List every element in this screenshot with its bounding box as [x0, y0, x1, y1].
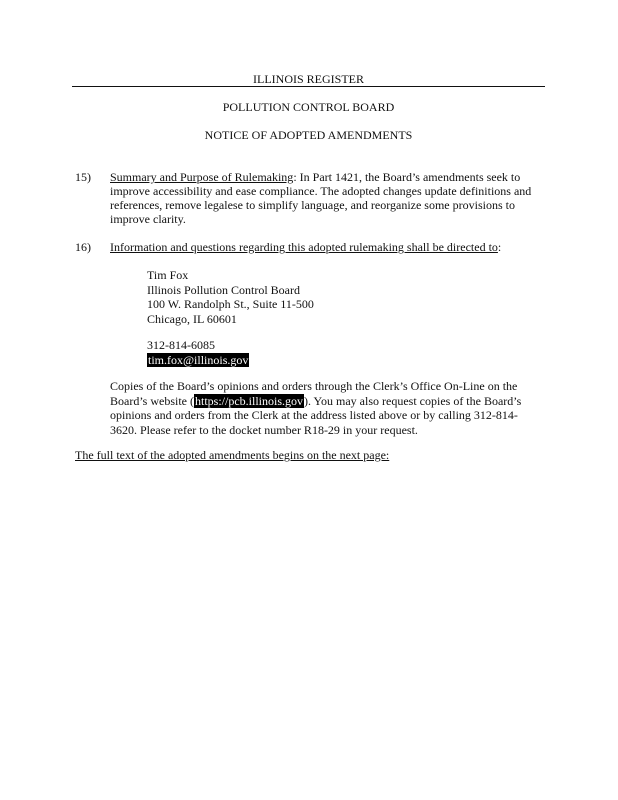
full-text-note: The full text of the adopted amendments begins on the next page: — [75, 448, 390, 462]
contact-city: Chicago, IL 60601 — [147, 311, 237, 326]
contact-name: Tim Fox — [147, 268, 189, 282]
contact-phone: 312-814-6085 — [147, 338, 215, 352]
contact-street: 100 W. Randolph St., Suite 11-500 — [147, 297, 314, 311]
item-16-number: 16) — [75, 240, 91, 254]
contact-details — [147, 338, 527, 367]
contact-org: Illinois Pollution Control Board — [147, 282, 301, 297]
contact-email-link[interactable]: tim.fox@illinois.gov — [148, 352, 249, 367]
header-rule — [72, 86, 545, 87]
website-link[interactable]: https://pcb.illinois.gov — [194, 393, 303, 408]
notice-title: NOTICE OF ADOPTED AMENDMENTS — [204, 128, 413, 142]
item-15-number: 15) — [75, 170, 91, 184]
item-15-heading: Summary and Purpose of Rulemaking — [110, 170, 294, 184]
item-16-colon: : — [497, 240, 502, 254]
register-title: ILLINOIS REGISTER — [253, 72, 364, 86]
copies-paragraph — [110, 379, 540, 437]
copies-text-2: ). You may also request copies of the Board’s opinions and orders from the Clerk at the address listed above or by calling 312-814-3620. Please refer to the docket number R18-29 in your request. — [110, 393, 522, 437]
item-16-body — [110, 240, 540, 254]
agency-title: POLLUTION CONTROL BOARD — [222, 100, 395, 114]
item-16-heading: Information and questions regarding this adopted rulemaking shall be directed to — [110, 240, 498, 254]
item-15-text: : In Part 1421, the Board’s amendments seek to improve accessibility and ease compliance. The adopted changes update definitions and references, remove legalese to simplify language, and reorganize some provisions to improve clarity. — [110, 170, 532, 226]
item-15-body — [110, 170, 540, 226]
copies-text-1: Copies of the Board’s opinions and orders through the Clerk’s Office On-Line on the Board’s website ( — [110, 379, 518, 408]
contact-block — [147, 268, 527, 326]
